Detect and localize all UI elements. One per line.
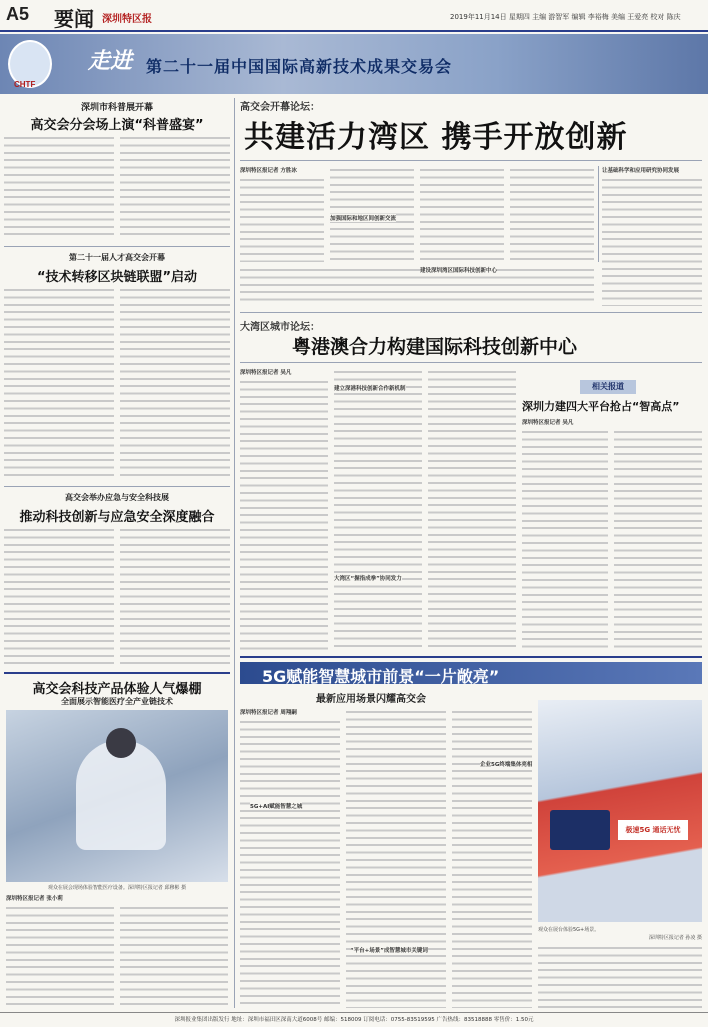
related-body-1: [522, 428, 608, 650]
fiveg-byline: 深圳特区报记者 周翔嗣: [240, 710, 297, 716]
gba-body-1: [240, 378, 328, 650]
main-right-subhead: 让基础科学和应用研究协同发展: [602, 168, 680, 174]
divider: [240, 656, 702, 658]
gba-headline: 粤港澳合力构建国际科技创新中心: [292, 336, 578, 358]
article2-kicker: 第二十一届人才高交会开幕: [69, 253, 165, 262]
banner-walk: 走进: [88, 48, 133, 74]
gba-body-2: [334, 368, 422, 650]
fiveg-photo-credit: 深圳特区报记者 孙凌 摄: [648, 935, 702, 941]
chtf-label: CHTF: [14, 80, 36, 89]
fiveg-subheadline: 最新应用场景闪耀高交会: [316, 694, 426, 705]
article1-body-2: [120, 134, 230, 240]
page-footer: 深圳报业集团出版发行 地址：深圳市福田区深南大道6008号 邮编：518009 订阅电话：0755-83519595 广告热线：83518888 零售价：1.50元: [0, 1012, 708, 1027]
divider: [4, 672, 230, 674]
divider: [240, 312, 702, 313]
article1-kicker: 深圳市科普展开幕: [80, 103, 153, 113]
article3-kicker: 高交会举办应急与安全科技展: [65, 493, 169, 502]
main-byline: 深圳特区报记者 方胜冰: [240, 168, 297, 174]
article2-headline: “技术转移区块链联盟”启动: [36, 270, 198, 285]
main-headline: 共建活力湾区 携手开放创新: [244, 120, 628, 155]
main-body-4: [510, 166, 594, 262]
article2-body: [4, 286, 114, 480]
fiveg-body-4: [538, 944, 702, 1008]
header-meta: 2019年11月14日 星期四 主编 游智军 编辑 李裕梅 美编 王爱亮 校对 陈庆: [450, 13, 681, 21]
fiveg-photo: [538, 700, 702, 922]
fiveg-body-2: [346, 708, 446, 1008]
page-number: A5: [6, 4, 30, 24]
gba-subhead-2: 大湾区“握指成拳”协同发力: [334, 576, 402, 582]
divider: [4, 246, 230, 247]
expo-headline: 高交会科技产品体验人气爆棚: [32, 682, 202, 697]
main-body-1: [240, 176, 324, 262]
fiveg-subhead-1: 5G+AI赋能智慧之城: [250, 804, 303, 810]
related-body-2: [614, 428, 702, 650]
fiveg-body-3: [452, 708, 532, 1008]
article3-body-2: [120, 526, 230, 666]
related-byline: 深圳特区报记者 吴凡: [522, 420, 574, 426]
article3-body: [4, 526, 114, 666]
fiveg-body-1: [240, 718, 340, 1008]
fiveg-photo-sign: 极速5G 通话无忧: [618, 820, 688, 840]
gba-byline: 深圳特区报记者 吴凡: [240, 370, 292, 376]
main-body-3: [420, 166, 504, 262]
main-body-5: [602, 176, 702, 306]
expo-photo-caption: 观众在展会现场体验智能医疗设备。深圳特区报记者 邱穆彬 摄: [47, 885, 187, 891]
expo-body: [6, 904, 114, 1008]
column-divider: [234, 98, 235, 1008]
fiveg-headline: 5G赋能智慧城市前景“一片敞亮”: [262, 667, 500, 686]
expo-photo: [6, 710, 228, 882]
expo-subheadline: 全面展示智能医疗全产业链技术: [61, 697, 173, 706]
expo-byline: 深圳特区报记者 张小莉: [6, 896, 63, 902]
fiveg-subhead-3: 企业5G终端集体亮相: [480, 762, 533, 768]
newspaper-name: 深圳特区报: [102, 14, 152, 25]
expo-body-2: [120, 904, 228, 1008]
main-subhead-1: 加强国际和地区间创新交流: [330, 216, 397, 222]
related-tag: 相关报道: [580, 380, 636, 394]
article1-body: [4, 134, 114, 240]
section-title: 要闻: [54, 7, 94, 31]
banner-title: 第二十一届中国国际高新技术成果交易会: [146, 57, 453, 76]
article1-headline: 高交会分会场上演“科普盛宴”: [30, 118, 204, 133]
divider: [4, 486, 230, 487]
gba-body-3: [428, 368, 516, 650]
related-headline: 深圳力建四大平台抢占“智高点”: [522, 400, 680, 413]
divider: [240, 362, 702, 363]
fiveg-photo-caption: 观众在展台体验5G+场景。: [538, 927, 600, 933]
gba-kicker: 大湾区城市论坛：: [240, 322, 320, 333]
article2-body-2: [120, 286, 230, 480]
divider: [240, 160, 702, 161]
main-subhead-2: 建设深圳湾区国际科技创新中心: [420, 268, 498, 274]
fiveg-subhead-2: “平台+场景”成智慧城市关键词: [350, 948, 428, 954]
gba-subhead-1: 建立深港科技创新合作新机制: [334, 386, 406, 392]
article3-headline: 推动科技创新与应急安全深度融合: [19, 510, 215, 525]
column-divider: [598, 166, 599, 262]
main-kicker: 高交会开幕论坛：: [240, 102, 320, 113]
main-body-6: [240, 266, 594, 306]
